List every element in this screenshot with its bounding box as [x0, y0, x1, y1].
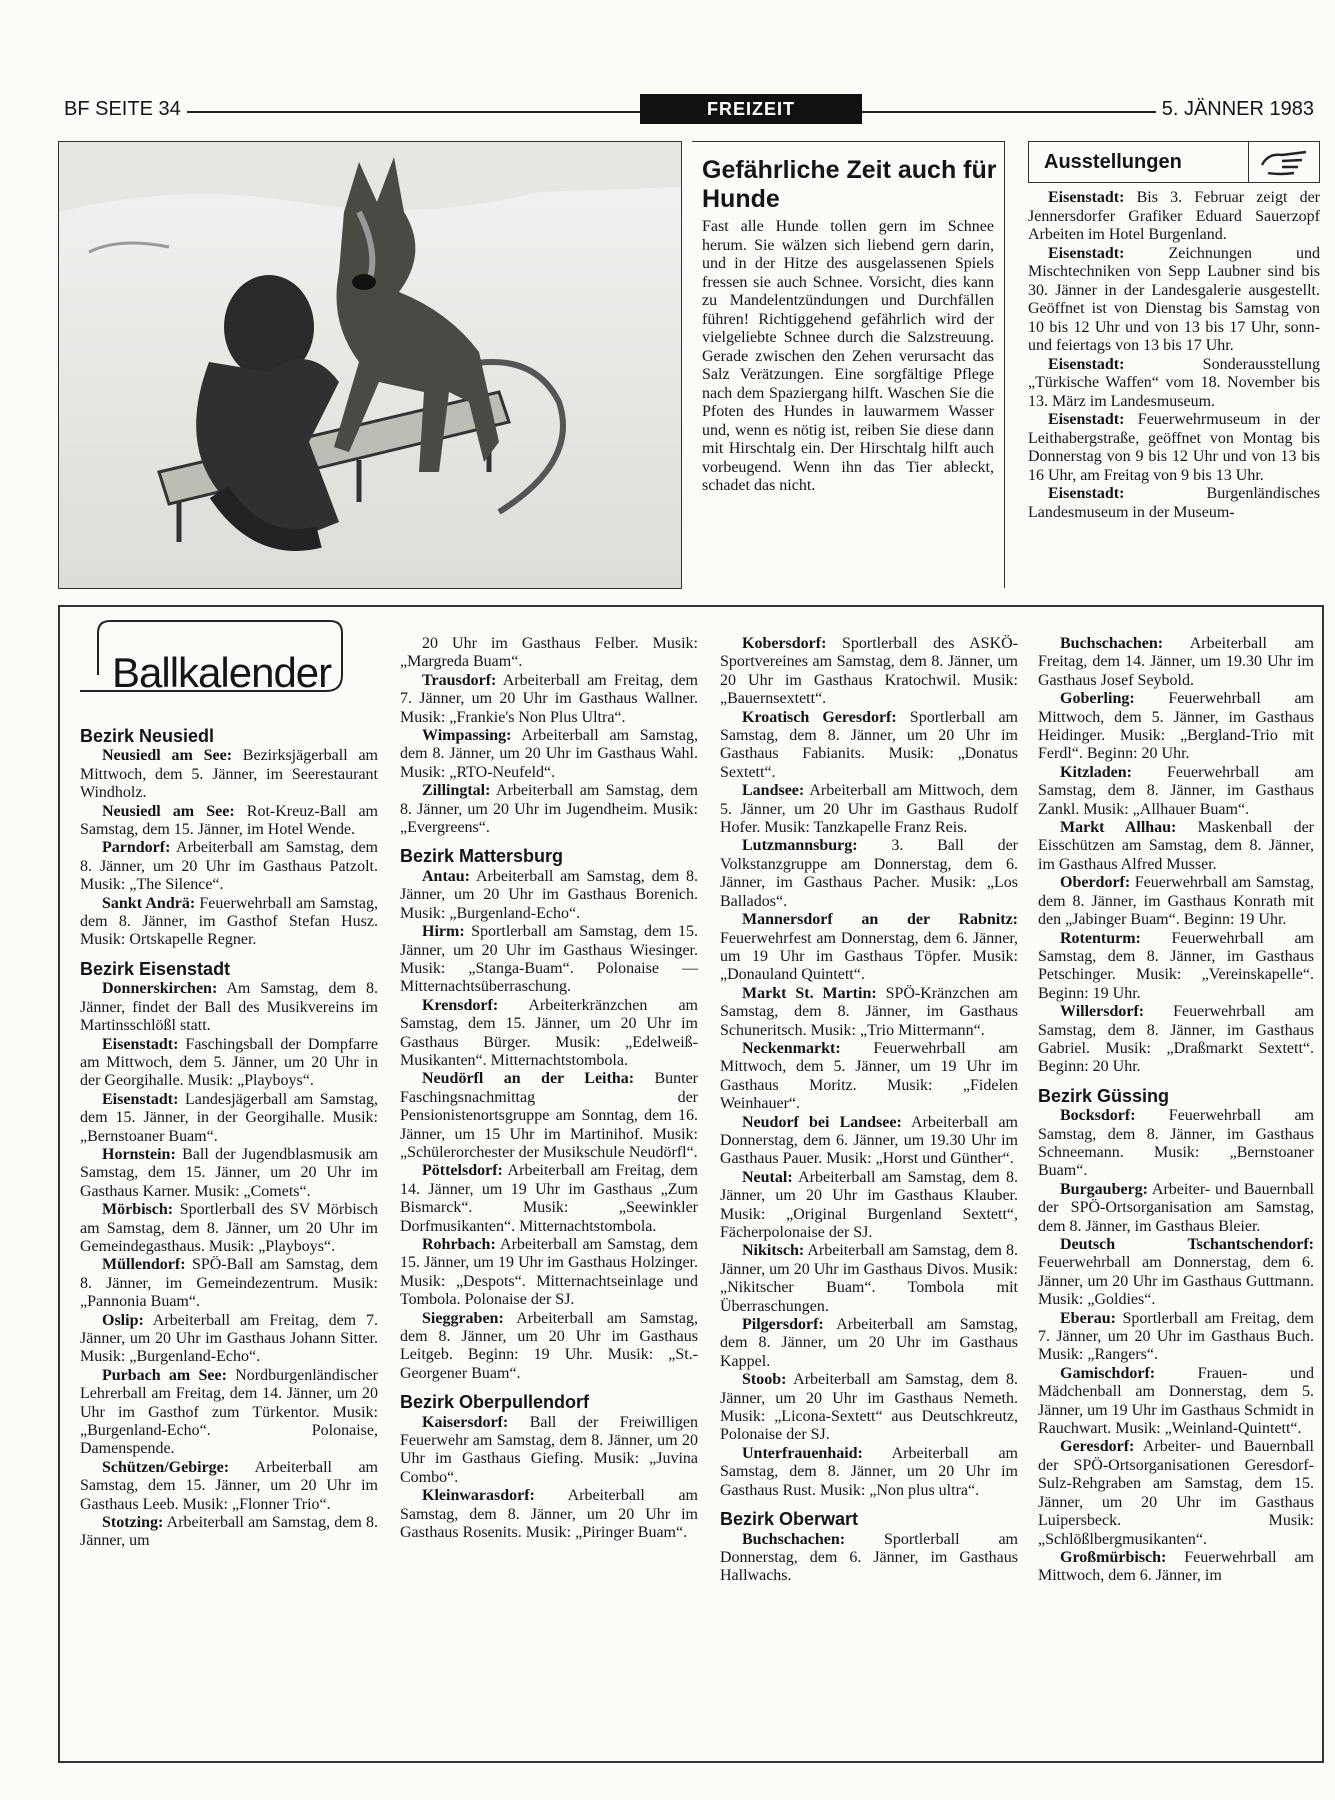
listing-entry — [400, 727, 698, 782]
place-name: Purbach am See: — [102, 1366, 227, 1384]
listing-text: Feuerwehrball am Samstag, dem 8. Jänner, im Gasthaus Zankl. Musik: „Allhauer Buam“. — [1038, 763, 1314, 818]
exhibitions-list — [1028, 189, 1320, 522]
place-name: Stotzing: — [102, 1514, 164, 1532]
listing-text: Faschingsball der Dompfarre am Mittwoch, dem 5. Jänner, um 20 Uhr in der Georgihalle. Musik: „Playboys“. — [80, 1035, 378, 1090]
listing-text: Burgenländisches Landesmuseum in der Museum- — [1028, 485, 1320, 521]
listing-text: Arbeiterball am Samstag, dem 8. Jänner, um — [80, 1514, 378, 1550]
listing-entry — [720, 1531, 1018, 1586]
listing-text: Feuerwehrball am Mittwoch, dem 5. Jänner, im Gasthaus Heidinger. Musik: „Bergland-Trio mit Ferdl“. Beginn: 20 Uhr. — [1038, 690, 1314, 763]
listing-entry — [80, 747, 378, 802]
listing-text: Arbeiterball am Donnerstag, dem 6. Jänner, um 19.30 Uhr im Gasthaus Pauer. Musik: „Horst und Günther“. — [720, 1113, 1018, 1168]
listing-text: Arbeiterball am Freitag, dem 14. Jänner, um 19 Uhr im Gasthaus „Zum Bismarck“. Musik: „Seewinkler Dorfmusikanten“. Mitternachtstombola. — [400, 1162, 698, 1235]
listing-text: Arbeiterball am Samstag, dem 8. Jänner, um 20 Uhr im Gasthaus Nemeth. Musik: „Licona-Sextett“ aus Deutschkreutz, Polonaise der SJ. — [720, 1371, 1018, 1444]
listing-text: Feuerwehrball am Donnerstag, dem 6. Jänner, um 20 Uhr im Gasthaus Guttmann. Musik: „Goldies“. — [1038, 1254, 1314, 1309]
ballkalender-logo — [70, 615, 370, 697]
place-name: Donnerskirchen: — [102, 980, 218, 998]
district-heading: Bezirk Neusiedl — [80, 726, 215, 746]
listing-text: Feuerwehrball am Samstag, dem 8. Jänner, im Gasthaus Schneemann. Musik: „Bernstoaner Buam“. — [1038, 1107, 1314, 1180]
place-name: Eisenstadt: — [1048, 189, 1125, 206]
listing-entry — [1028, 356, 1320, 412]
ballkalender — [58, 605, 1324, 1763]
listing-entry — [1038, 1181, 1314, 1236]
listing-text: Am Samstag, dem 8. Jänner, findet der Ball des Musikvereins im Martinsschlößl statt. — [80, 980, 378, 1035]
listing-entry — [80, 1514, 378, 1551]
place-name: Müllendorf: — [102, 1256, 186, 1274]
listing-text: Arbeiter- und Bauernball der SPÖ-Ortsorganisationen Geresdorf-Sulz-Rehgraben am Samstag, dem 15. Jänner, um 20 Uhr im Gasthaus Luipersbeck. Musik: „Schlößlbergmusikanten“. — [1038, 1438, 1314, 1548]
listing-entry — [1038, 819, 1314, 874]
listing-entry — [80, 1091, 378, 1146]
listing-entry — [720, 1114, 1018, 1169]
place-name: Kobersdorf: — [742, 635, 827, 652]
listing-text: Sportlerball am Samstag, dem 8. Jänner, um 20 Uhr im Gasthaus Fabianits. Musik: „Donatus Sextett“. — [720, 708, 1018, 781]
listing-entry — [80, 1459, 378, 1514]
place-name: Nikitsch: — [742, 1242, 805, 1260]
place-name: Stoob: — [742, 1371, 787, 1389]
listing-entry — [720, 1316, 1018, 1371]
place-name: Neusiedl am See: — [102, 747, 233, 765]
listing-entry — [400, 635, 698, 672]
district-heading: Bezirk Oberpullendorf — [400, 1392, 590, 1413]
listing-entry — [400, 1236, 698, 1310]
ball-column-4 — [1038, 635, 1314, 1586]
listing-entry — [80, 1201, 378, 1256]
place-name: Lutzmannsburg: — [742, 837, 858, 855]
listing-text: Arbeiter- und Bauernball der SPÖ-Ortsorganisation am Samstag, dem 8. Jänner, im Gasthaus Bleier. — [1038, 1180, 1314, 1235]
listing-entry — [720, 1242, 1018, 1316]
exhibitions-header — [1028, 141, 1320, 183]
place-name: Willersdorf: — [1060, 1003, 1145, 1021]
listing-text: Feuerwehrball am Samstag, dem 8. Jänner, im Gasthaus Konrath mit den „Jabinger Buam“. Beginn: 19 Uhr. — [1038, 874, 1314, 929]
listing-entry — [400, 1070, 698, 1162]
listing-entry — [720, 1169, 1018, 1243]
place-name: Antau: — [422, 867, 471, 885]
place-name: Eisenstadt: — [102, 1035, 179, 1053]
listing-text: Feuerwehrfest am Donnerstag, dem 6. Jänner, um 19 Uhr im Gasthaus Töpfer. Musik: „Donauland Quintett“. — [720, 929, 1018, 984]
pointing-hand-icon — [1249, 142, 1319, 182]
listing-text: Arbeiterball am Samstag, dem 8. Jänner, um 20 Uhr im Gasthaus Rust. Musik: „Non plus ultra“. — [720, 1444, 1018, 1499]
listing-entry — [80, 839, 378, 894]
listing-entry — [1038, 635, 1314, 690]
place-name: Markt Allhau: — [1060, 819, 1177, 837]
listing-entry — [1028, 485, 1320, 522]
listing-text: Sportlerball des ASKÖ-Sportvereines am Samstag, dem 8. Jänner, um 20 Uhr im Gasthaus Kratochwil. Musik: „Bauernsextett“. — [720, 635, 1018, 708]
listing-entry — [1038, 930, 1314, 1004]
listing-text: Bis 3. Februar zeigt der Jennersdorfer Grafiker Eduard Sauerzopf Arbeiten im Hotel Burgenland. — [1028, 189, 1320, 243]
listing-text: Arbeiterball am Samstag, dem 8. Jänner, um 20 Uhr im Gasthaus Wahl. Musik: „RTO-Neufeld“. — [400, 727, 698, 781]
listing-text: SPÖ-Ball am Samstag, dem 8. Jänner, im Gemeindezentrum. Musik: „Pannonia Buam“. — [80, 1256, 378, 1311]
listing-entry — [80, 1146, 378, 1201]
listing-entry — [80, 1312, 378, 1367]
listing-text: Arbeiterball am Mittwoch, dem 5. Jänner, um 20 Uhr im Gasthaus Rudolf Hofer. Musik: Tanzkapelle Franz Reis. — [720, 782, 1018, 837]
listing-text: Arbeiterball am Samstag, dem 8. Jänner, um 20 Uhr im Jugendheim. Musik: „Evergreens“. — [400, 782, 698, 837]
place-name: Rohrbach: — [422, 1236, 496, 1253]
listing-entry — [400, 1162, 698, 1236]
article-title: Gefährliche Zeit auch für Hunde — [702, 156, 997, 213]
listing-entry — [80, 1036, 378, 1091]
district-heading: Bezirk Oberwart — [720, 1509, 859, 1530]
listing-entry — [400, 997, 698, 1071]
listing-entry — [1028, 411, 1320, 485]
place-name: Hirm: — [422, 923, 465, 941]
listing-text: SPÖ-Kränzchen am Samstag, dem 8. Jänner, im Gasthaus Schuneritsch. Musik: „Trio Mittermann“. — [720, 984, 1018, 1039]
place-name: Parndorf: — [102, 839, 171, 857]
place-name: Neudörfl an der Leitha: — [422, 1070, 635, 1088]
place-name: Oslip: — [102, 1311, 144, 1329]
place-name: Kaisersdorf: — [422, 1413, 509, 1431]
place-name: Deutsch Tschantschendorf: — [1060, 1236, 1314, 1253]
listing-entry — [80, 803, 378, 840]
listing-text: Arbeiterball am Samstag, dem 15. Jänner, um 19 Uhr im Gasthaus Holzinger. Musik: „Despots“. Mitternachtseinlage und Tombola. Polonaise der SJ. — [400, 1236, 698, 1309]
listing-text: Arbeiterkränzchen am Samstag, dem 15. Jänner, um 20 Uhr im Gasthaus Bürger. Musik: „Edelweiß-Musikanten“. Mitternachtstombola. — [400, 996, 698, 1069]
listing-entry — [400, 1414, 698, 1488]
listing-text: Feuerwehrball am Mittwoch, dem 6. Jänner, im — [1038, 1548, 1314, 1585]
exhibitions-box — [1028, 141, 1320, 587]
listing-entry — [1038, 1549, 1314, 1586]
listing-text: Maskenball der Eisschützen am Samstag, dem 8. Jänner, im Gasthaus Alfred Musser. — [1038, 819, 1314, 873]
listing-text: Arbeiterball am Samstag, dem 8. Jänner, um 20 Uhr im Gasthaus Kappel. — [720, 1316, 1018, 1370]
listing-entry — [1038, 1236, 1314, 1310]
listing-entry — [1038, 1310, 1314, 1365]
listing-entry — [720, 782, 1018, 837]
place-name: Kleinwarasdorf: — [422, 1487, 535, 1505]
place-name: Krensdorf: — [422, 996, 499, 1014]
listing-text: Arbeiterball am Samstag, dem 8. Jänner, um 20 Uhr im Gasthaus Borenich. Musik: „Burgenland-Echo“. — [400, 867, 698, 922]
place-name: Eisenstadt: — [1048, 355, 1125, 373]
listing-entry — [720, 635, 1018, 709]
place-name: Eisenstadt: — [1048, 485, 1125, 502]
listing-entry — [80, 1367, 378, 1459]
place-name: Pilgersdorf: — [742, 1316, 824, 1334]
place-name: Trausdorf: — [422, 671, 497, 689]
listing-text: Sportlerball am Donnerstag, dem 6. Jänner, im Gasthaus Hallwachs. — [720, 1530, 1018, 1585]
listing-text: Arbeiterball am Freitag, dem 7. Jänner, um 20 Uhr im Gasthaus Wallner. Musik: „Frankie's Non Plus Ultra“. — [400, 671, 698, 726]
listing-entry — [1038, 764, 1314, 819]
listing-text: Rot-Kreuz-Ball am Samstag, dem 15. Jänner, im Hotel Wende. — [80, 802, 378, 839]
place-name: Buchschachen: — [742, 1530, 846, 1548]
dog-article — [692, 141, 1005, 588]
listing-text: Arbeiterball am Samstag, dem 8. Jänner, um 20 Uhr im Gasthaus Rosenits. Musik: „Piringer Buam“. — [400, 1487, 698, 1542]
district-heading: Bezirk Eisenstadt — [80, 958, 231, 979]
place-name: Neusiedl am See: — [102, 802, 235, 820]
listing-entry — [720, 1040, 1018, 1114]
listing-text: Ball der Freiwilligen Feuerwehr am Samstag, dem 8. Jänner, um 20 Uhr im Gasthaus Giefing. Musik: „Juvina Combo“. — [400, 1413, 698, 1486]
listing-text: Arbeiterball am Samstag, dem 8. Jänner, um 20 Uhr im Gasthaus Klauber. Musik: „Original Burgenland Sextett“, Fächerpolonaise der SJ. — [720, 1168, 1018, 1241]
listing-entry — [400, 1310, 698, 1384]
place-name: Eberau: — [1060, 1309, 1116, 1327]
ball-column-1 — [80, 717, 378, 1551]
listing-entry — [80, 980, 378, 1035]
listing-text: Feuerwehrmuseum in der Leithabergstraße, geöffnet von Montag bis Donnerstag von 9 bis 12 Uhr und von 13 bis 16 Uhr, am Freitag von 9 bis 13 Uhr. — [1028, 411, 1320, 484]
listing-text: 20 Uhr im Gasthaus Felber. Musik: „Margreda Buam“. — [400, 635, 698, 671]
listing-text: Feuerwehrball am Samstag, dem 8. Jänner, im Gasthaus Gabriel. Musik: „Draßmarkt Sextett“. Beginn: 20 Uhr. — [1038, 1003, 1314, 1076]
listing-entry — [720, 837, 1018, 911]
listing-entry — [1038, 1438, 1314, 1548]
place-name: Gamischdorf: — [1060, 1364, 1156, 1382]
listing-text: Landesjägerball am Samstag, dem 15. Jänner, in der Georgihalle. Musik: „Bernstoaner Buam“. — [80, 1090, 378, 1145]
place-name: Zillingtal: — [422, 782, 491, 800]
place-name: Eisenstadt: — [102, 1090, 179, 1108]
place-name: Goberling: — [1060, 690, 1135, 708]
place-name: Landsee: — [742, 782, 805, 800]
listing-text: Sportlerball des SV Mörbisch am Samstag, dem 8. Jänner, um 20 Uhr im Gemeindegasthaus. Musik: „Playboys“. — [80, 1201, 378, 1255]
listing-text: Bezirksjägerball am Mittwoch, dem 5. Jänner, im Seerestaurant Windholz. — [80, 747, 378, 802]
place-name: Oberdorf: — [1060, 874, 1131, 892]
listing-text: 3. Ball der Volkstanzgruppe am Donnerstag, dem 6. Jänner, im Gasthaus Pacher. Musik: „Los Ballados“. — [720, 837, 1018, 910]
place-name: Sieggraben: — [422, 1309, 504, 1327]
place-name: Großmürbisch: — [1060, 1548, 1167, 1566]
district-heading: Bezirk Güssing — [1038, 1085, 1170, 1106]
listing-text: Arbeiterball am Samstag, dem 8. Jänner, um 20 Uhr im Gasthaus Divos. Musik: „Nikitscher Buam“. Tombola mit Überraschungen. — [720, 1242, 1018, 1315]
listing-entry — [1038, 1003, 1314, 1077]
listing-text: Bunter Faschingsnachmittag der Pensionistenortsgruppe am Sonntag, dem 16. Jänner, um 15 Uhr im Martinihof. Musik: „Schülerorchester der Musikschule Neudörfl“. — [400, 1070, 699, 1161]
listing-entry — [1028, 245, 1320, 356]
listing-entry — [1038, 1107, 1314, 1181]
place-name: Neckenmarkt: — [742, 1039, 841, 1057]
place-name: Markt St. Martin: — [742, 984, 877, 1002]
listing-entry — [1038, 690, 1314, 764]
listing-text: Sonderausstellung „Türkische Waffen“ vom 18. November bis 13. März im Landesmuseum. — [1028, 355, 1320, 410]
article-body: Fast alle Hunde tollen gern im Schnee herum. Sie wälzen sich liebend gern darin, und in der Hitze des ausgelassenen Spiels fressen sie auch Schnee. Vorsicht, dies kann zu Mandelentzündungen und Durchfällen führen! Richtiggehend gefährlich wird der vielgeliebte Schnee durch die Salzstreuung. Gerade zwischen den Zehen verursacht das Salz Verätzungen. Eine sorgfältige Pflege nach dem Spaziergang hilft. Waschen Sie die Pfoten des Hundes in lauwarmem Wasser und, wenn es nötig ist, reiben Sie diese dann mit Hirschtalg ein. Der Hirschtalg hilft auch vorbeugend. Wenn ihn das Tier ableckt, schadet das nicht. — [702, 218, 994, 494]
listing-text: Frauen- und Mädchenball am Donnerstag, dem 5. Jänner, um 19 Uhr im Gasthaus Schmidt in Rauchwart. Musik: „Weinland-Quintett“. — [1038, 1364, 1314, 1438]
listing-text: Arbeiterball am Freitag, dem 7. Jänner, um 20 Uhr im Gasthaus Johann Sitter. Musik: „Burgenland-Echo“. — [80, 1311, 378, 1366]
place-name: Hornstein: — [102, 1145, 176, 1163]
place-name: Burgauberg: — [1060, 1180, 1148, 1198]
dog-photo — [58, 141, 682, 589]
listing-entry — [400, 868, 698, 923]
listing-entry — [400, 1487, 698, 1542]
listing-text: Arbeiterball am Samstag, dem 8. Jänner, um 20 Uhr im Gasthaus Leitgeb. Beginn: 19 Uhr. Musik: „St.-Georgener Buam“. — [400, 1309, 698, 1382]
listing-text: Arbeiterball am Samstag, dem 8. Jänner, um 20 Uhr im Gasthaus Patzolt. Musik: „The Silence“. — [80, 839, 378, 894]
page-header — [58, 94, 1320, 130]
listing-text: Feuerwehrball am Samstag, dem 8. Jänner, im Gasthof Stefan Husz. Musik: Ortskapelle Regner. — [80, 894, 379, 949]
listing-entry — [400, 923, 698, 997]
listing-text: Feuerwehrball am Mittwoch, dem 5. Jänner, um 19 Uhr im Gasthaus Moritz. Musik: „Fidelen Weinhauer“. — [720, 1039, 1018, 1113]
place-name: Mörbisch: — [102, 1201, 174, 1219]
place-name: Eisenstadt: — [1048, 244, 1125, 262]
listing-text: Feuerwehrball am Samstag, dem 8. Jänner, im Gasthaus Petschinger. Musik: „Vereinskapelle“. Beginn: 19 Uhr. — [1038, 929, 1314, 1002]
ball-column-3 — [720, 635, 1018, 1586]
listing-entry — [720, 1371, 1018, 1445]
page-label: BF SEITE 34 — [58, 98, 187, 121]
place-name: Schützen/Gebirge: — [102, 1458, 230, 1476]
listing-entry — [720, 1445, 1018, 1500]
place-name: Geresdorf: — [1060, 1438, 1135, 1456]
place-name: Rotenturm: — [1060, 929, 1141, 947]
listing-entry — [1028, 189, 1320, 245]
listing-entry — [80, 895, 378, 950]
listing-entry — [80, 1256, 378, 1311]
listing-text: Ball der Jugendblasmusik am Samstag, dem 15. Jänner, um 20 Uhr im Gasthaus Karner. Musik: „Comets“. — [80, 1145, 378, 1200]
place-name: Eisenstadt: — [1048, 411, 1125, 428]
place-name: Neutal: — [742, 1168, 793, 1186]
listing-entry — [720, 709, 1018, 783]
listing-entry — [1038, 874, 1314, 929]
ball-column-2 — [400, 635, 698, 1543]
section-label: FREIZEIT — [640, 94, 862, 124]
place-name: Wimpassing: — [422, 727, 512, 745]
listing-entry — [400, 782, 698, 837]
listing-entry — [720, 985, 1018, 1040]
district-heading: Bezirk Mattersburg — [400, 846, 564, 867]
listing-text: Zeichnungen und Mischtechniken von Sepp Laubner sind bis 30. Jänner in der Landesgalerie ausgestellt. Geöffnet ist von Dienstag bis Samstag von 10 bis 12 Uhr und von 13 bis 17 Uhr, sonn- und feiertags von 13 bis 17 Uhr. — [1028, 244, 1320, 354]
place-name: Kroatisch Geresdorf: — [742, 708, 897, 726]
listing-entry — [720, 911, 1018, 985]
place-name: Kitzladen: — [1060, 763, 1132, 781]
listing-text: Arbeiterball am Samstag, dem 15. Jänner, um 20 Uhr im Gasthaus Leeb. Musik: „Flonner Trio“. — [80, 1458, 378, 1513]
listing-text: Arbeiterball am Freitag, dem 14. Jänner, um 19.30 Uhr im Gasthaus Josef Seybold. — [1038, 635, 1314, 689]
listing-entry — [400, 672, 698, 727]
place-name: Buchschachen: — [1060, 635, 1164, 652]
listing-text: Sportlerball am Freitag, dem 7. Jänner, um 20 Uhr im Gasthaus Buch. Musik: „Rangers“. — [1038, 1309, 1314, 1364]
listing-entry — [1038, 1365, 1314, 1439]
issue-date: 5. JÄNNER 1983 — [1156, 98, 1320, 121]
ballkalender-title: Ballkalender — [112, 649, 332, 696]
place-name: Pöttelsdorf: — [422, 1162, 503, 1180]
place-name: Bocksdorf: — [1060, 1107, 1136, 1125]
dog-with-person-image — [59, 142, 681, 588]
place-name: Sankt Andrä: — [102, 894, 196, 912]
listing-text: Nordburgenländischer Lehrerball am Freitag, dem 14. Jänner, um 20 Uhr im Gasthof zum Türkentor. Musik: „Burgenland-Echo“. Polonaise, Damenspende. — [80, 1366, 378, 1458]
place-name: Neudorf bei Landsee: — [742, 1113, 902, 1131]
place-name: Mannersdorf an der Rabnitz: — [742, 911, 1018, 929]
exhibitions-title: Ausstellungen — [1029, 142, 1249, 182]
listing-text: Sportlerball am Samstag, dem 15. Jänner, um 20 Uhr im Gasthaus Wiesinger. Musik: „Stanga-Buam“. Polonaise — Mitternachtsüberraschung. — [400, 923, 698, 996]
place-name: Unterfrauenhaid: — [742, 1444, 863, 1462]
